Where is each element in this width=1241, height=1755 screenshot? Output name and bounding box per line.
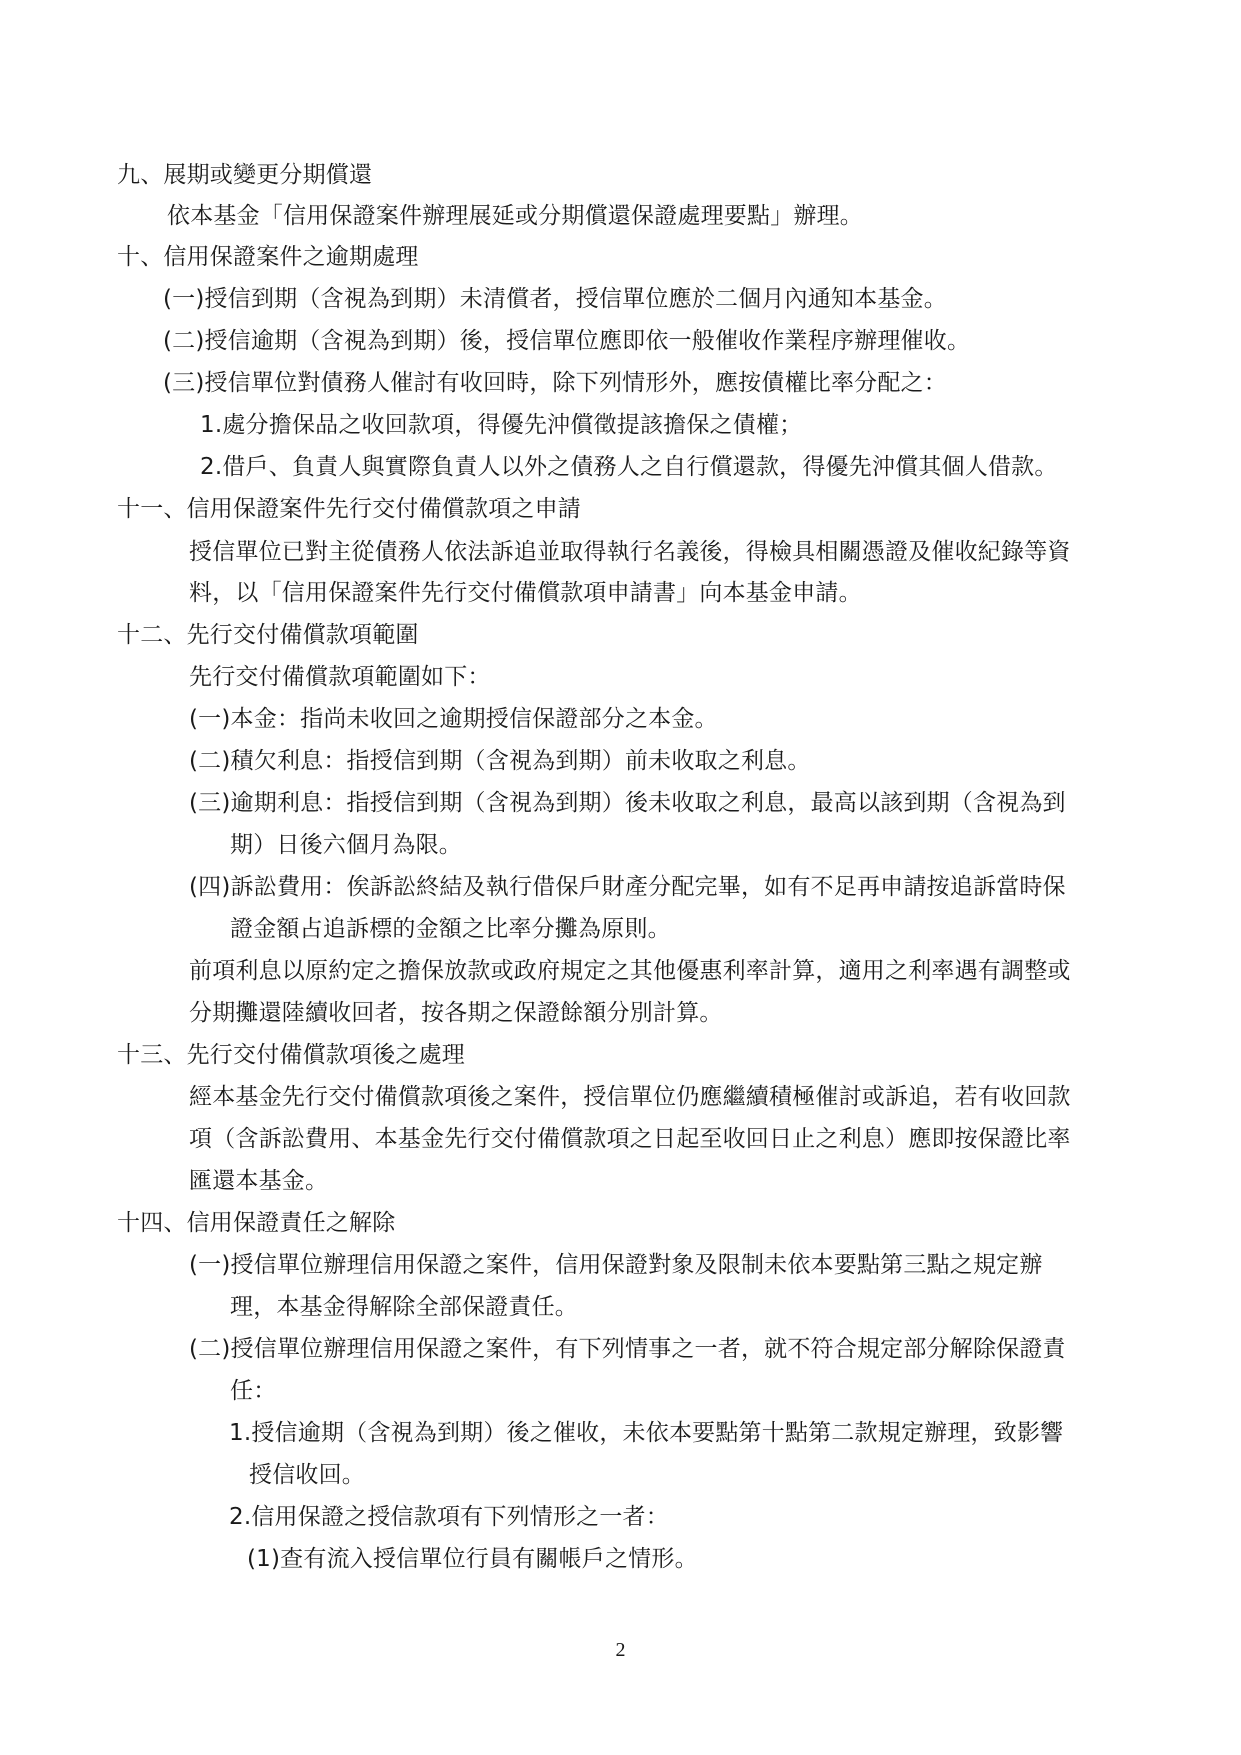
list-item: (一)授信單位辦理信用保證之案件，信用保證對象及限制未依本要點第三點之規定辦 xyxy=(189,1252,1043,1278)
sub-list-item-continuation: 授信收回。 xyxy=(249,1462,365,1488)
paragraph: 依本基金「信用保證案件辦理展延或分期償還保證處理要點」辦理。 xyxy=(167,203,863,229)
sub-list-item: 1.授信逾期（含視為到期）後之催收，未依本要點第十點第二款規定辦理，致影響 xyxy=(229,1420,1064,1446)
list-item: (一)授信到期（含視為到期）未清償者，授信單位應於二個月內通知本基金。 xyxy=(163,286,947,312)
list-item: (二)積欠利息：指授信到期（含視為到期）前未收取之利息。 xyxy=(189,748,811,774)
paragraph: 料，以「信用保證案件先行交付備償款項申請書」向本基金申請。 xyxy=(189,580,862,606)
section-heading-13: 十三、先行交付備償款項後之處理 xyxy=(117,1042,465,1068)
sub-sub-list-item: (1)查有流入授信單位行員有關帳戶之情形。 xyxy=(247,1546,698,1572)
list-item-continuation: 證金額占追訴標的金額之比率分攤為原則。 xyxy=(230,916,671,942)
paragraph: 授信單位已對主從債務人依法訴追並取得執行名義後，得檢具相關憑證及催收紀錄等資 xyxy=(189,539,1071,565)
sub-list-item: 2.信用保證之授信款項有下列情形之一者： xyxy=(229,1504,669,1530)
paragraph: 前項利息以原約定之擔保放款或政府規定之其他優惠利率計算，適用之利率遇有調整或 xyxy=(189,958,1071,984)
list-item-continuation: 理，本基金得解除全部保證責任。 xyxy=(230,1294,578,1320)
sub-list-item: 1.處分擔保品之收回款項，得優先沖償徵提該擔保之債權； xyxy=(200,412,803,438)
list-item: (三)授信單位對債務人催討有收回時，除下列情形外，應按債權比率分配之： xyxy=(163,370,947,396)
list-item-continuation: 任： xyxy=(230,1378,277,1404)
section-heading-14: 十四、信用保證責任之解除 xyxy=(117,1210,396,1236)
section-heading-11: 十一、信用保證案件先行交付備償款項之申請 xyxy=(117,496,581,522)
paragraph: 先行交付備償款項範圍如下： xyxy=(189,664,491,690)
page-number: 2 xyxy=(615,1639,626,1661)
sub-list-item: 2.借戶、負責人與實際負責人以外之債務人之自行償還款，得優先沖償其個人借款。 xyxy=(200,454,1058,480)
list-item: (二)授信單位辦理信用保證之案件，有下列情事之一者，就不符合規定部分解除保證責 xyxy=(189,1336,1066,1362)
list-item: (四)訴訟費用：俟訴訟終結及執行借保戶財產分配完畢，如有不足再申請按追訴當時保 xyxy=(189,874,1066,900)
paragraph: 匯還本基金。 xyxy=(189,1168,329,1194)
section-heading-9: 九、展期或變更分期償還 xyxy=(117,162,373,188)
paragraph: 經本基金先行交付備償款項後之案件，授信單位仍應繼續積極催討或訴追，若有收回款 xyxy=(189,1084,1071,1110)
paragraph: 項（含訴訟費用、本基金先行交付備償款項之日起至收回日止之利息）應即按保證比率 xyxy=(189,1126,1071,1152)
list-item: (二)授信逾期（含視為到期）後，授信單位應即依一般催收作業程序辦理催收。 xyxy=(163,328,971,354)
list-item-continuation: 期）日後六個月為限。 xyxy=(230,832,462,858)
section-heading-10: 十、信用保證案件之逾期處理 xyxy=(117,244,419,270)
paragraph: 分期攤還陸續收回者，按各期之保證餘額分別計算。 xyxy=(189,1000,723,1026)
list-item: (三)逾期利息：指授信到期（含視為到期）後未收取之利息，最高以該到期（含視為到 xyxy=(189,790,1066,816)
list-item: (一)本金：指尚未收回之逾期授信保證部分之本金。 xyxy=(189,706,718,732)
section-heading-12: 十二、先行交付備償款項範圍 xyxy=(117,622,419,648)
